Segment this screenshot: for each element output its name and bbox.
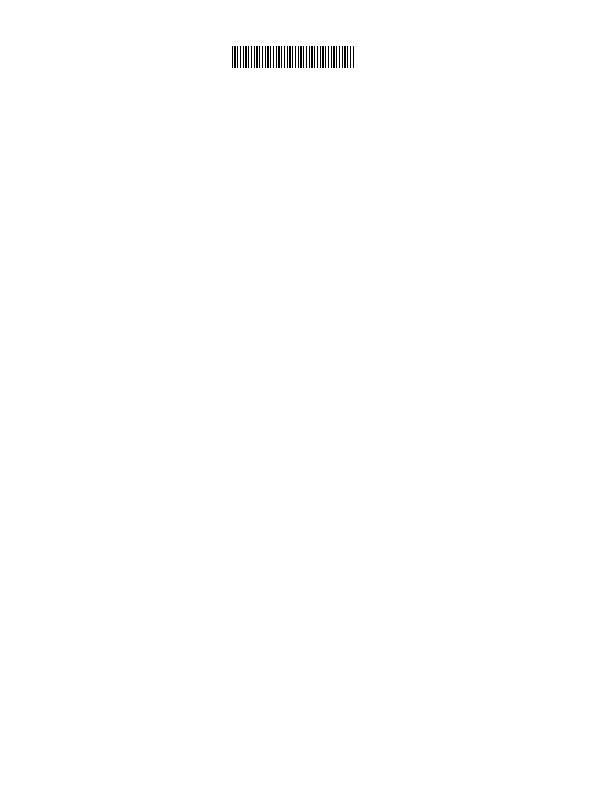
barcode-image xyxy=(232,46,354,68)
